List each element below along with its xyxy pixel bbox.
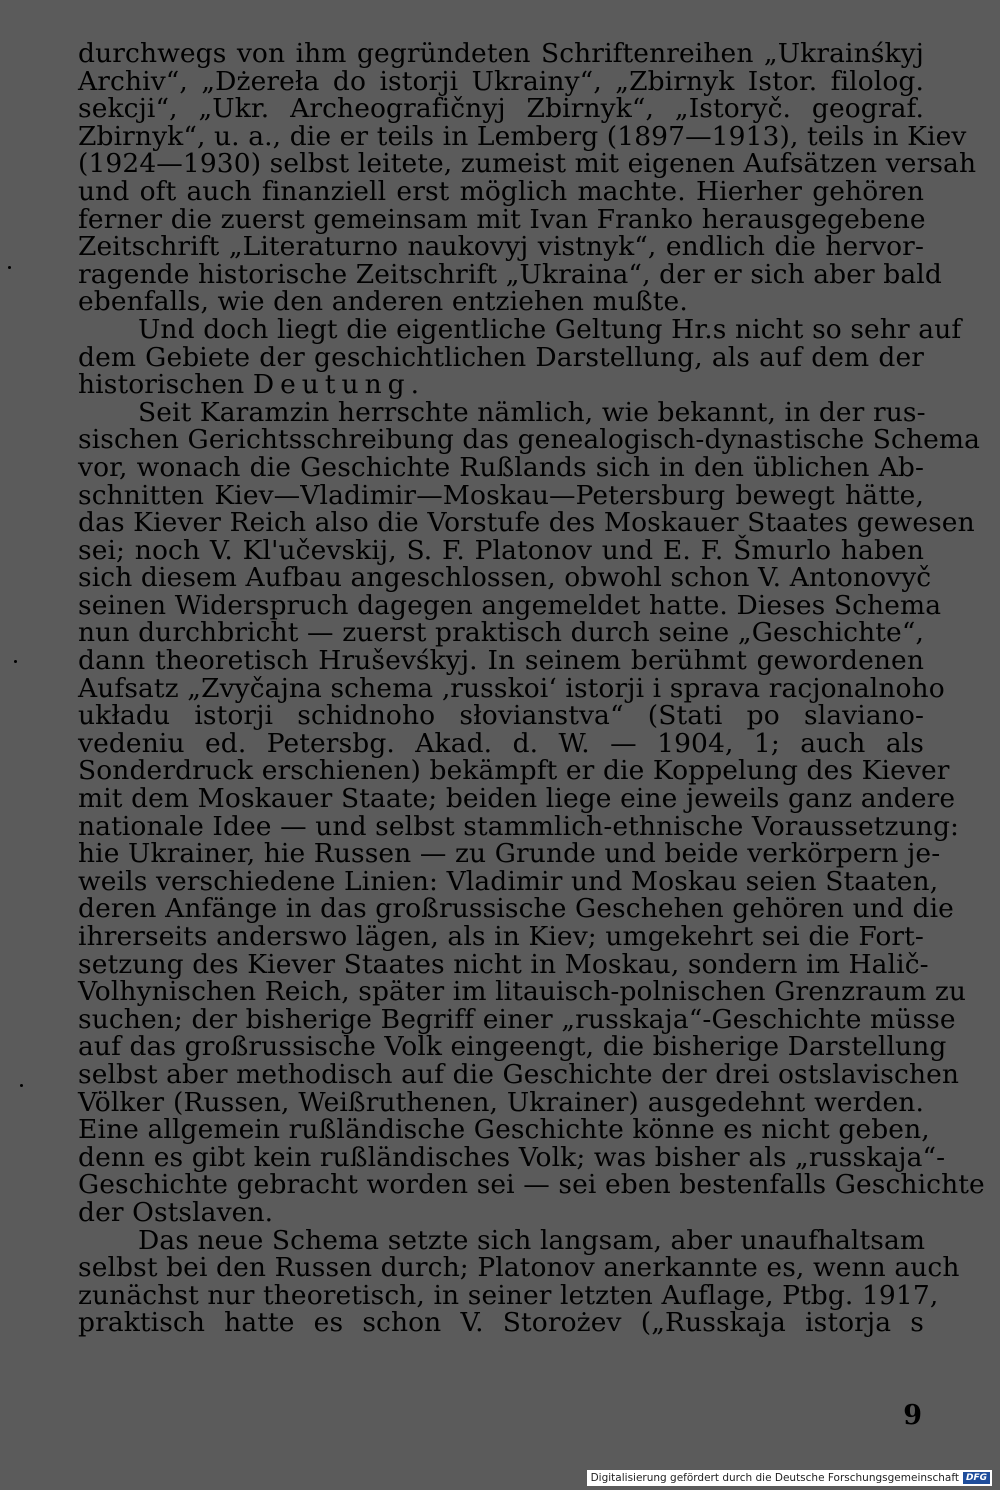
paragraph xyxy=(78,38,977,318)
text-line: selbst aber methodisch auf die Geschichte der drei ostslavischen xyxy=(78,1058,960,1090)
text-line: Zbirnyk“, u. a., die er teils in Lemberg (1897—1913), teils in Kiev xyxy=(78,120,967,152)
text-line: durchwegs von ihm gegründeten Schriftenreihen „Ukrainśkyj xyxy=(78,38,924,69)
text-line: suchen; der bisherige Begriff einer „russkaja“-Geschichte müsse xyxy=(78,1003,956,1035)
text-line: sischen Gerichtsschreibung das genealogisch-dynastische Schema xyxy=(78,424,981,456)
page-text xyxy=(78,38,985,1339)
emphasized-word: Deutung. xyxy=(252,369,426,401)
text-line: sei; noch V. Kl'učevskij, S. F. Platonov und E. F. Šmurlo haben xyxy=(78,534,924,566)
text-line: Sonderdruck erschienen) bekämpft er die Koppelung des Kiever xyxy=(78,755,950,787)
text-line: ragende historische Zeitschrift „Ukraina“, der er sich aber bald xyxy=(78,258,942,290)
page-number: 9 xyxy=(903,1400,922,1431)
text-line: der Ostslaven. xyxy=(78,1196,274,1228)
scan-speck xyxy=(8,266,11,269)
scan-speck xyxy=(14,660,17,663)
text-line: ihrerseits anderswo lägen, als in Kiev; umgekehrt sei die Fort- xyxy=(78,921,924,952)
text-line: weils verschiedene Linien: Vladimir und Moskau seien Staaten, xyxy=(78,865,939,897)
digitization-footer xyxy=(587,1470,992,1486)
text-line: sich diesem Aufbau angeschlossen, obwohl schon V. Antonovyč xyxy=(78,562,932,594)
text-line: Und doch liegt die eigentliche Geltung Hr.s nicht so sehr auf xyxy=(138,313,962,345)
text-line: zunächst nur theoretisch, in seiner letzten Auflage, Ptbg. 1917, xyxy=(78,1279,939,1311)
text-line: ferner die zuerst gemeinsam mit Ivan Franko herausgegebene xyxy=(78,203,926,235)
text-line: vor, wonach die Geschichte Rußlands sich in den üblichen Ab- xyxy=(78,451,924,483)
text-line: und oft auch finanziell erst möglich machte. Hierher gehören xyxy=(78,175,924,207)
text-line: Aufsatz „Zvyčajna schema ‚russkoi‘ istorji i sprava racjonalnoho xyxy=(78,672,945,704)
text-line: Archiv“, „Dżereła do istorji Ukrainy“, „Zbirnyk Istor. filolog. xyxy=(78,65,924,97)
text-line: vedeniu ed. Petersbg. Akad. d. W. — 1904, 1; auch als xyxy=(78,727,924,759)
body-text xyxy=(78,38,985,1339)
text-line: Völker (Russen, Weißruthenen, Ukrainer) ausgedehnt werden. xyxy=(78,1086,924,1118)
scan-speck xyxy=(20,1084,23,1087)
text-line: dem Gebiete der geschichtlichen Darstellung, als auf dem der xyxy=(78,341,924,373)
text-line: praktisch hatte es schon V. Storożev („Russkaja istorja s xyxy=(78,1307,924,1339)
paragraph xyxy=(78,396,985,1228)
text-line: nun durchbricht — zuerst praktisch durch seine „Geschichte“, xyxy=(78,617,924,649)
text-line: nationale Idee — und selbst stammlich-ethnische Voraussetzung: xyxy=(78,810,960,842)
paragraph xyxy=(78,313,962,401)
footer-text: Digitalisierung gefördert durch die Deutsche Forschungsgemeinschaft xyxy=(590,1472,959,1484)
text-line: mit dem Moskauer Staate; beiden liege eine jeweils ganz andere xyxy=(78,783,956,815)
text-line: Seit Karamzin herrschte nämlich, wie bekannt, in der rus- xyxy=(138,396,926,428)
text-line: Eine allgemein rußländische Geschichte könne es nicht geben, xyxy=(78,1114,930,1146)
text-line: sekcji“, „Ukr. Archeografičnyj Zbirnyk“, „Istoryč. geograf. xyxy=(78,93,924,125)
text-line: deren Anfänge in das großrussische Geschehen gehören und die xyxy=(78,893,954,925)
text-line: denn es gibt kein rußländisches Volk; was bisher als „russkaja“- xyxy=(78,1141,946,1173)
text-line: (1924—1930) selbst leitete, zumeist mit eigenen Aufsätzen versah xyxy=(78,148,977,180)
text-line: układu istorji schidnoho słovianstva“ (Stati po slaviano- xyxy=(78,700,924,732)
text-line: dann theoretisch Hruševśkyj. In seinem berühmt gewordenen xyxy=(78,645,924,677)
text-line: das Kiever Reich also die Vorstufe des Moskauer Staates gewesen xyxy=(78,507,975,539)
text-line: Das neue Schema setzte sich langsam, aber unaufhaltsam xyxy=(138,1224,926,1256)
text-line: seinen Widerspruch dagegen angemeldet hatte. Dieses Schema xyxy=(78,589,942,621)
text-line: hie Ukrainer, hie Russen — zu Grunde und beide verkörpern je- xyxy=(78,838,941,870)
paragraph xyxy=(78,1224,960,1339)
text-line: historischen Deutung. xyxy=(78,369,426,401)
text-line: Volhynischen Reich, später im litauisch-polnischen Grenzraum zu xyxy=(78,976,967,1008)
dfg-logo: DFG xyxy=(963,1472,990,1484)
text-line: selbst bei den Russen durch; Platonov anerkannte es, wenn auch xyxy=(78,1252,960,1284)
text-line: auf das großrussische Volk eingeengt, die bisherige Darstellung xyxy=(78,1031,947,1063)
text-line: Zeitschrift „Literaturno naukovyj vistnyk“, endlich die hervor- xyxy=(78,231,924,263)
text-line: ebenfalls, wie den anderen entziehen mußte. xyxy=(78,286,688,318)
text-line: setzung des Kiever Staates nicht in Moskau, sondern im Halič- xyxy=(78,948,929,980)
text-line: schnitten Kiev—Vladimir—Moskau—Petersburg bewegt hätte, xyxy=(78,479,924,511)
text-line: Geschichte gebracht worden sei — sei eben bestenfalls Geschichte xyxy=(78,1169,985,1201)
